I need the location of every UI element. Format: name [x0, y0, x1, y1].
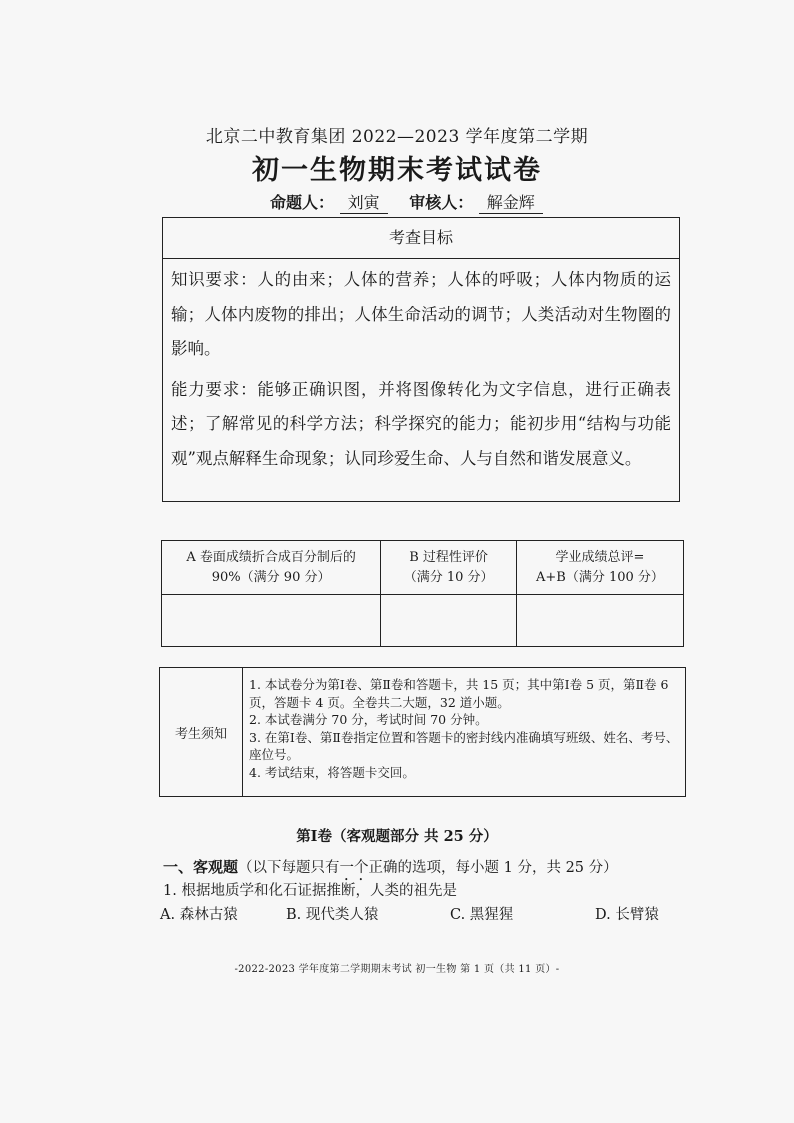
exam-goals-heading: 考查目标: [163, 218, 679, 259]
page-footer: -2022-2023 学年度第二学期期末考试 初一生物 第 1 页（共 11 页）-: [234, 964, 560, 975]
question-1-option-d[interactable]: D. 长臂猿: [595, 907, 659, 923]
part-note-emphasis: 一个: [339, 860, 369, 876]
score-col-a-line1: A 卷面成绩折合成百分制后的: [186, 549, 356, 565]
score-col-total: [516, 541, 683, 595]
question-1-stem: 1. 根据地质学和化石证据推断，人类的祖先是: [163, 883, 457, 899]
notice-item: 4. 考试结束，将答题卡交回。: [249, 764, 415, 780]
ability-requirements: 能力要求：能够正确识图，并将图像转化为文字信息，进行正确表述；了解常见的科学方法；科学探究的能力；能初步用“结构与功能观”观点解释生命现象；认同珍爱生命、人与自然和谐发展意义。: [171, 379, 671, 468]
candidate-notice-label: 考生须知: [160, 668, 243, 797]
knowledge-requirements: 知识要求：人的由来；人体的营养；人体的呼吸；人体内物质的运输；人体内废物的排出；人体生命活动的调节；人类活动对生物圈的影响。: [171, 270, 671, 358]
score-cell-b[interactable]: [381, 595, 517, 647]
institution-header: 北京二中教育集团 2022—2023 学年度第二学期: [205, 127, 589, 147]
score-col-b-line1: B 过程性评价: [409, 549, 488, 565]
score-table: [161, 540, 684, 647]
reviewer-label: 审核人：: [409, 193, 474, 212]
notice-item: 1. 本试卷分为第Ⅰ卷、第Ⅱ卷和答题卡，共 15 页；其中第Ⅰ卷 5 页，第Ⅱ卷 6 页，答题卡 4 页。全卷共二大题，32 道小题。: [249, 677, 669, 710]
part-label: 一、客观题: [163, 858, 239, 876]
question-1-option-a[interactable]: A. 森林古猿: [160, 907, 238, 923]
notice-item: 2. 本试卷满分 70 分，考试时间 70 分钟。: [249, 712, 488, 727]
score-col-b-line2: （满分 10 分）: [403, 569, 494, 585]
question-1-option-b[interactable]: B. 现代类人猿: [286, 907, 379, 923]
notice-item: 3. 在第Ⅰ卷、第Ⅱ卷指定位置和答题卡的密封线内准确填写班级、姓名、考号、座位号。: [249, 729, 679, 762]
score-col-total-line1: 学业成绩总评=: [555, 549, 645, 565]
part-note-before: （以下每题只有: [238, 860, 340, 876]
score-col-a-line2: 90%（满分 90 分）: [211, 569, 331, 585]
author-name: 刘寅: [340, 190, 388, 214]
candidate-notice-items: [243, 668, 686, 797]
section-title: 第Ⅰ卷（客观题部分 共 25 分）: [296, 828, 498, 845]
exam-goals-box: [162, 217, 680, 502]
score-col-a: [162, 541, 381, 595]
score-col-total-line2: A+B（满分 100 分）: [536, 569, 664, 585]
author-line: [270, 190, 670, 214]
candidate-notice-table: [159, 667, 686, 797]
score-cell-total[interactable]: [516, 595, 683, 647]
part-note-after: 正确的选项，每小题 1 分，共 25 分）: [368, 860, 618, 876]
question-1-option-c[interactable]: C. 黑猩猩: [450, 907, 514, 923]
score-col-b: [381, 541, 517, 595]
author-label: 命题人：: [270, 193, 335, 212]
exam-title: 初一生物期末考试试卷: [252, 155, 542, 186]
reviewer-name: 解金辉: [479, 190, 543, 214]
score-cell-a[interactable]: [162, 595, 381, 647]
